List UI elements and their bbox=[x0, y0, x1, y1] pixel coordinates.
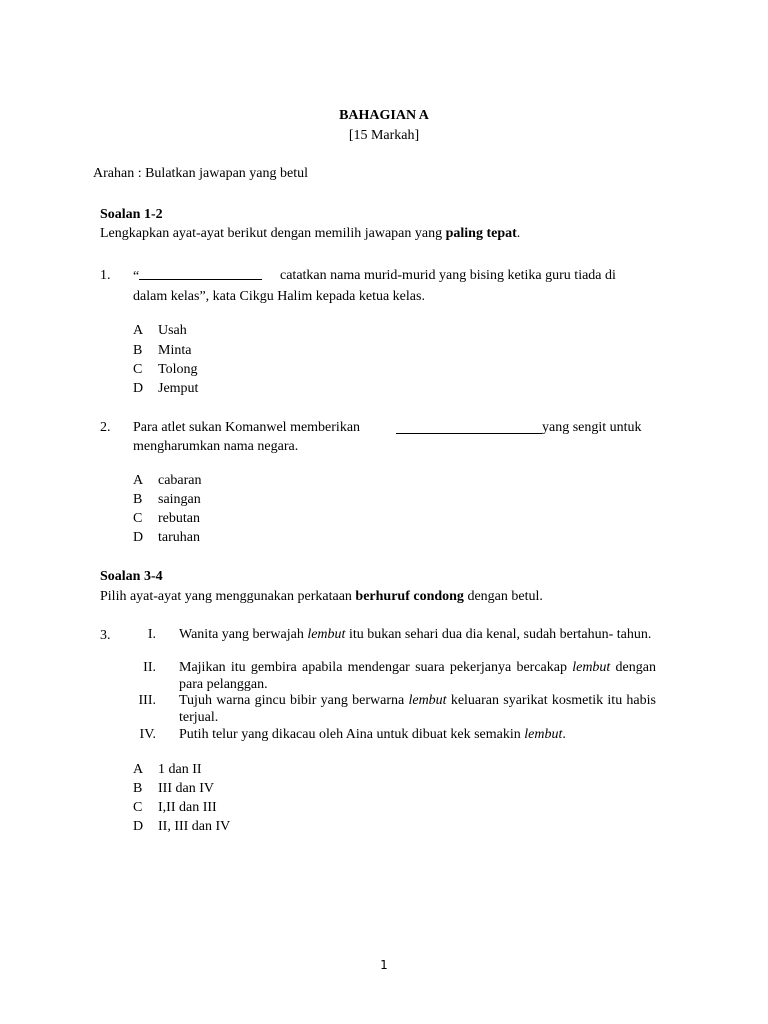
page-number: 1 bbox=[380, 958, 388, 972]
option-letter: C bbox=[133, 800, 143, 815]
statement-italic-word: lembut bbox=[572, 660, 611, 675]
statement-text bbox=[179, 660, 656, 693]
option-letter: A bbox=[133, 762, 144, 777]
statement-text bbox=[179, 693, 656, 726]
answer-blank bbox=[139, 267, 262, 280]
option-text: saingan bbox=[158, 492, 201, 507]
section-heading-1-2: Soalan 1-2 bbox=[100, 207, 163, 222]
option-letter: C bbox=[133, 511, 143, 526]
option-text: 1 dan II bbox=[158, 762, 202, 777]
question-2-line-1-start: Para atlet sukan Komanwel memberikan bbox=[133, 420, 361, 435]
desc-text-end: dengan betul. bbox=[463, 589, 543, 604]
statement-part: Majikan itu gembira apabila mendengar suara pekerjanya bercakap bbox=[179, 660, 573, 675]
section-title: BAHAGIAN A bbox=[339, 108, 429, 123]
option-text: III dan IV bbox=[158, 781, 214, 796]
desc-emphasis: berhuruf condong bbox=[355, 589, 464, 604]
question-2-line-2: mengharumkan nama negara. bbox=[133, 439, 299, 454]
option-letter: A bbox=[133, 323, 144, 338]
option-letter: D bbox=[133, 819, 144, 834]
option-text: II, III dan IV bbox=[158, 819, 231, 834]
option-text: taruhan bbox=[158, 530, 200, 545]
statement-numeral: I. bbox=[147, 627, 156, 642]
option-letter: D bbox=[133, 381, 144, 396]
statement-italic-word: lembut bbox=[307, 627, 346, 642]
statement-part: Putih telur yang dikacau oleh Aina untuk dibuat kek semakin bbox=[179, 727, 525, 742]
option-text: Usah bbox=[158, 323, 187, 338]
option-letter: B bbox=[133, 781, 143, 796]
statement-part: itu bukan sehari dua dia kenal, sudah bertahun- tahun. bbox=[345, 627, 652, 642]
statement-text bbox=[179, 627, 656, 644]
desc-text: Lengkapkan ayat-ayat berikut dengan memilih jawapan yang bbox=[100, 226, 446, 241]
statement-text bbox=[179, 727, 656, 744]
option-letter: B bbox=[133, 343, 143, 358]
question-2-line-1-end: yang sengit untuk bbox=[542, 420, 642, 435]
desc-text: Pilih ayat-ayat yang menggunakan perkataan bbox=[100, 589, 356, 604]
option-text: Minta bbox=[158, 343, 192, 358]
statement-italic-word: lembut bbox=[524, 727, 563, 742]
question-number: 2. bbox=[100, 420, 111, 435]
section-heading-3-4: Soalan 3-4 bbox=[100, 569, 163, 584]
question-1-line-1-start bbox=[133, 267, 262, 285]
statement-numeral: III. bbox=[138, 693, 156, 708]
question-1-line-2: dalam kelas”, kata Cikgu Halim kepada ketua kelas. bbox=[133, 289, 425, 304]
option-text: cabaran bbox=[158, 473, 202, 488]
marks-label: [15 Markah] bbox=[348, 128, 420, 143]
option-text: rebutan bbox=[158, 511, 200, 526]
option-text: I,II dan III bbox=[158, 800, 217, 815]
option-letter: C bbox=[133, 362, 143, 377]
option-letter: D bbox=[133, 530, 144, 545]
question-number: 1. bbox=[100, 268, 111, 283]
statement-part: keluaran syarikat kosmetik itu habis terjual. bbox=[179, 693, 656, 725]
statement-part: Wanita yang berwajah bbox=[179, 627, 308, 642]
option-text: Jemput bbox=[158, 381, 199, 396]
section-description-1-2 bbox=[100, 225, 520, 242]
statement-part: Tujuh warna gincu bibir yang berwarna bbox=[179, 693, 409, 708]
question-1-line-1-rest: catatkan nama murid-murid yang bising ketika guru tiada di bbox=[280, 268, 616, 283]
statement-numeral: IV. bbox=[139, 727, 156, 742]
statement-numeral: II. bbox=[143, 660, 156, 675]
statement-italic-word: lembut bbox=[408, 693, 447, 708]
open-quote: “ bbox=[133, 269, 140, 284]
option-letter: A bbox=[133, 473, 144, 488]
section-description-3-4 bbox=[100, 588, 543, 605]
option-letter: B bbox=[133, 492, 143, 507]
desc-emphasis: paling tepat bbox=[445, 226, 517, 241]
answer-blank bbox=[396, 420, 542, 434]
option-text: Tolong bbox=[158, 362, 198, 377]
statement-part: . bbox=[562, 727, 566, 742]
desc-text-end: . bbox=[516, 226, 521, 241]
instruction-text: Arahan : Bulatkan jawapan yang betul bbox=[93, 166, 308, 181]
question-number: 3. bbox=[100, 628, 111, 643]
statement-part: dengan para pelanggan. bbox=[179, 660, 656, 692]
